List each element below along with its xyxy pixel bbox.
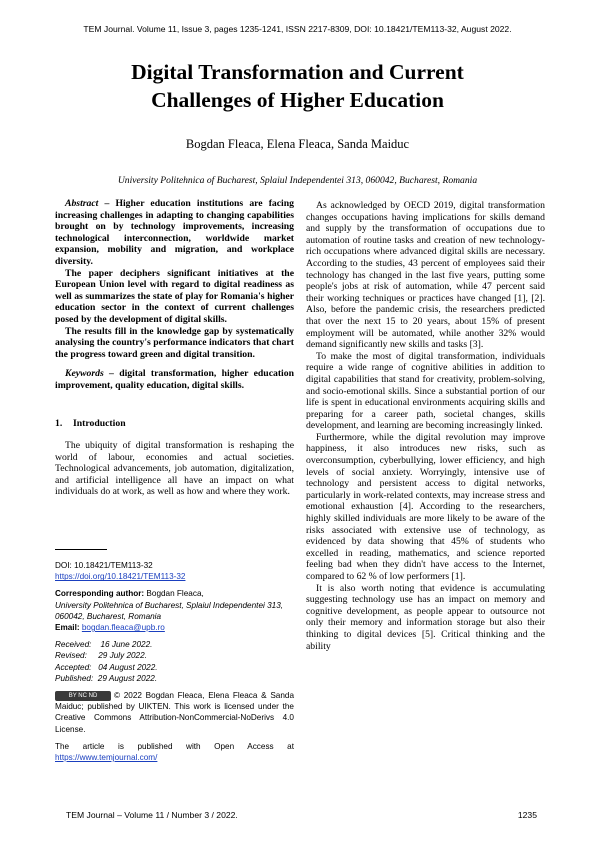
keywords-label: Keywords <box>65 368 104 380</box>
license-text: © 2022 Bogdan Fleaca, Elena Fleaca & Sanda Maiduc; published by UIKTEN. This work is licensed under the Creative Commons Attribution-NonCommercial-NoDerivs 4.0 License. <box>55 691 294 734</box>
right-column-body <box>306 200 545 652</box>
creative-commons-badge-icon: BY NC ND <box>55 691 111 701</box>
title-line-2: Challenges of Higher Education <box>151 88 444 112</box>
page-number: 1235 <box>517 810 537 820</box>
section-heading-introduction <box>55 418 126 429</box>
doi-text: DOI: 10.18421/TEM113-32 <box>55 561 153 570</box>
running-header: TEM Journal. Volume 11, Issue 3, pages 1235-1241, ISSN 2217-8309, DOI: 10.18421/TEM113-32, August 2022. <box>83 24 512 34</box>
abstract-label: Abstract <box>65 198 99 209</box>
license-block <box>55 690 294 735</box>
body-paragraph: It is also worth noting that evidence is accumulating suggesting technology use has an impact on memory and cognitive development, as people appear to outsource not only their memory and information storage but also their thinking to digital devices [5]. Critical thinking and the ability <box>306 582 545 652</box>
footer-journal-info: TEM Journal – Volume 11 / Number 3 / 2022. <box>66 810 238 820</box>
dates-block <box>55 639 294 684</box>
affiliation: University Politehnica of Bucharest, Splaiul Independentei 313, 060042, Bucharest, Romania <box>117 175 478 186</box>
body-paragraph: Furthermore, while the digital revolution may improve happiness, it also introduces new risks, such as overconsumption, cyberbullying, lower efficiency, and high levels of social anxiety. Worryingly, intensive use of technology and persistent access to digital networks, particularly in work-related contexts, may increase stress and emotional exhaustion [4]. According to the researchers, highly skilled individuals are more likely to be aware of the risks associated with extensive use of technology, as evidenced by data showing that 45% of students who excelled in reading, mathematics, and science reported feeling bad when they didn't have access to the Internet, compared to 62 % of low performers [1]. <box>306 431 545 582</box>
abstract-paragraph-2: The paper deciphers significant initiatives at the European Union level with regard to digital readiness as well as summarizes the state of play for Romania's higher education sector in the context of current challenges posed by the development of digital skills. <box>55 267 294 325</box>
title-line-1: Digital Transformation and Current <box>131 60 464 84</box>
section-number: 1. <box>55 418 63 429</box>
doi-link[interactable]: https://doi.org/10.18421/TEM113-32 <box>55 572 186 582</box>
abstract-block <box>55 198 294 392</box>
author-list: Bogdan Fleaca, Elena Fleaca, Sanda Maiduc <box>185 137 410 151</box>
abstract-paragraph-1: Abstract – Higher education institutions are facing increasing challenges in adapting to changing capabilities brought on by technology improvements, increasing technological interconnection, worldwide market expansion, mobility and migration, and workplace diversity. <box>55 198 294 267</box>
section-title: Introduction <box>73 418 126 429</box>
introduction-paragraph-1: The ubiquity of digital transformation is reshaping the world of labour, economies and actual societies. Technological advancements, job automation, digitalization, and artificial intelligence all have an impact on what individuals do at work, as well as how and where they work. <box>55 440 294 498</box>
open-access-text: The article is published with Open Access at <box>55 741 294 751</box>
body-paragraph: To make the most of digital transformation, individuals require a wide range of cognitive abilities in addition to digital capabilities that stand for creativity, problem-solving, and socio-emotional skills. Since a substantial portion of our life is spent in educational environments acquiring skills and preparing for a career path, societal changes, skills development, and learning are becoming increasingly linked. <box>306 350 545 432</box>
open-access-block <box>55 741 294 763</box>
body-paragraph: As acknowledged by OECD 2019, digital transformation changes occupations having implications for skills demand and supply by the transformation of occupations due to automation of routine tasks and creation of new technology-rich occupations where advanced digital skills are necessary. According to the studies, 43 percent of employees said their technology has changed in the last five years, putting some people's jobs at risk of automation, while 47 percent said their working techniques or practices have changed [1], [2]. Also, before the pandemic crisis, the researchers predicted that over the next 15 to 20 years, about 15% of present employment will be automated, while another 32% would demand significantly new skills and tasks [3]. <box>306 200 545 351</box>
corresponding-label: Corresponding author: <box>55 589 145 599</box>
corresponding-name: Bogdan Fleaca, <box>144 589 204 599</box>
published-date: Published: 29 August 2022. <box>55 673 158 683</box>
abstract-paragraph-3: The results fill in the knowledge gap by systematically analysing the country's performance indicators that chart the progress toward green and digital transition. <box>55 325 294 360</box>
corresponding-affiliation: University Politehnica of Bucharest, Splaiul Independentei 313, 060042, Bucharest, Romania <box>55 600 284 621</box>
footnote-divider <box>55 549 107 550</box>
corresponding-author-block <box>55 588 294 633</box>
paper-title <box>60 58 535 114</box>
article-info-footnote <box>55 560 294 763</box>
received-date: Received: 16 June 2022. <box>55 640 153 650</box>
revised-date: Revised: 29 July 2022. <box>55 651 147 661</box>
journal-link[interactable]: https://www.temjournal.com/ <box>55 753 158 763</box>
introduction-body <box>55 440 294 498</box>
email-link[interactable]: bogdan.fleaca@upb.ro <box>81 623 165 633</box>
accepted-date: Accepted: 04 August 2022. <box>55 662 158 672</box>
keywords: Keywords – digital transformation, higher education improvement, quality education, digital skills. <box>55 368 294 391</box>
email-label: Email: <box>55 623 80 633</box>
doi-block <box>55 560 294 582</box>
